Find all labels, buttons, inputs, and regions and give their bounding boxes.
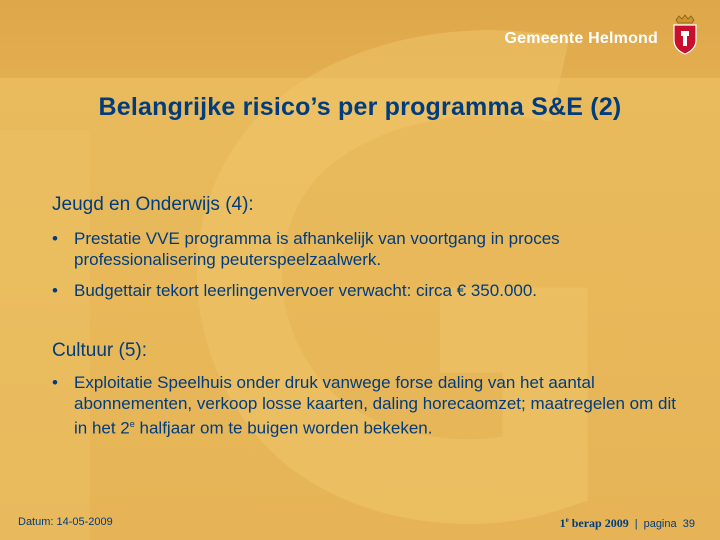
bullet-text-part: Exploitatie Speelhuis onder druk vanwege forse daling van het aantal abonnementen, verkoop losse kaarten, daling horecaomzet; maatregelen om dit in het 2	[74, 373, 676, 438]
section-heading-jeugd: Jeugd en Onderwijs (4):	[52, 194, 254, 215]
bullet-item	[52, 280, 692, 301]
brand-name: Gemeente Helmond	[504, 30, 658, 47]
bullet-item	[52, 228, 692, 270]
bullet-text-part: halfjaar om te buigen worden bekeken.	[134, 418, 433, 438]
page-label: pagina	[643, 518, 677, 530]
berap-ordinal: e	[565, 516, 569, 524]
section-heading-cultuur: Cultuur (5):	[52, 340, 148, 361]
footer-separator: |	[634, 518, 638, 530]
berap-text: berap 2009	[568, 516, 629, 530]
bullet-marker: •	[52, 373, 58, 392]
footer-date: Datum: 14-05-2009	[18, 516, 113, 528]
ordinal-superscript: e	[129, 419, 135, 429]
bullet-text: Budgettair tekort leerlingenvervoer verwacht: circa € 350.000.	[74, 281, 538, 300]
slide-title: Belangrijke risico’s per programma S&E (2)	[98, 93, 622, 121]
berap-label	[560, 516, 629, 530]
bullet-text	[74, 372, 692, 439]
bullet-marker: •	[52, 281, 58, 300]
bullet-text: Prestatie VVE programma is afhankelijk van voortgang in proces professionalisering peuterspeelzaalwerk.	[74, 229, 560, 269]
bullet-item	[52, 372, 692, 439]
footer-page-info	[560, 516, 695, 531]
page-number: 39	[682, 518, 695, 530]
helmond-crest-icon	[670, 14, 700, 56]
berap-number: 1	[559, 516, 566, 530]
bullet-marker: •	[52, 229, 58, 248]
